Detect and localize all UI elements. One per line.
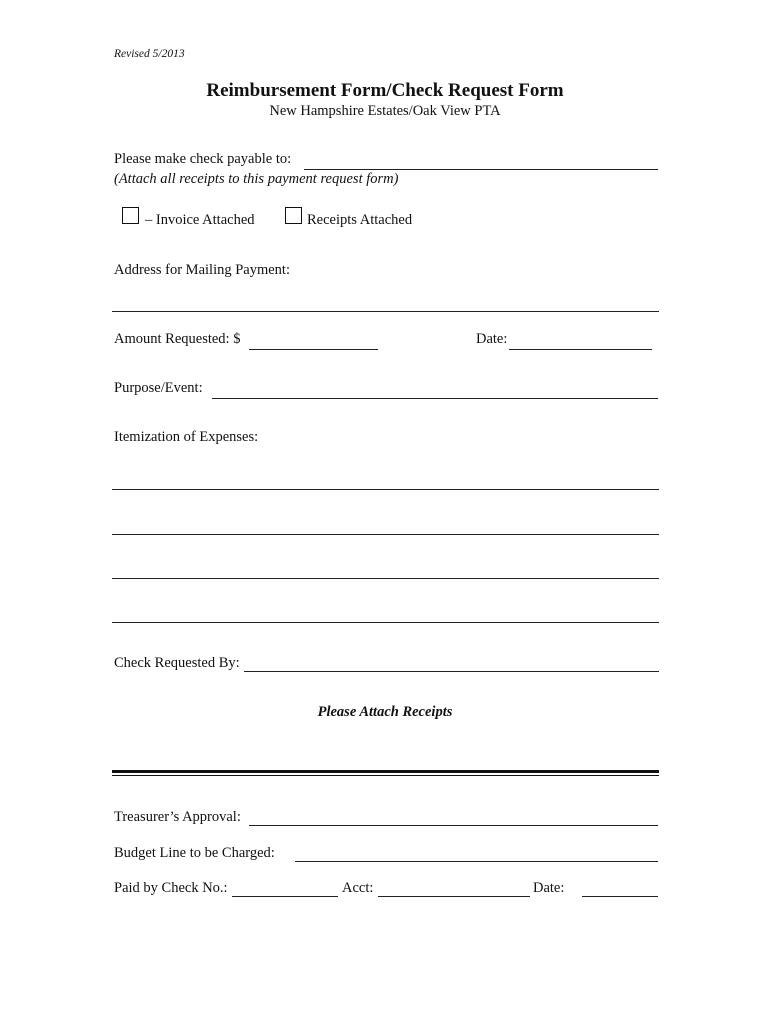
budget-label: Budget Line to be Charged:: [114, 845, 275, 861]
purpose-label: Purpose/Event:: [114, 380, 203, 396]
address-label: Address for Mailing Payment:: [114, 262, 290, 278]
revised-date: Revised 5/2013: [114, 48, 185, 60]
treasurer-field[interactable]: [249, 807, 658, 826]
date-field[interactable]: [509, 331, 652, 350]
requested-by-label: Check Requested By:: [114, 655, 240, 671]
section-divider-thick: [112, 770, 659, 773]
purpose-field[interactable]: [212, 380, 658, 399]
itemization-line-2[interactable]: [112, 516, 659, 535]
invoice-attached-checkbox[interactable]: [122, 207, 139, 224]
date2-field[interactable]: [582, 878, 658, 897]
amount-label: Amount Requested: $: [114, 331, 241, 347]
budget-field[interactable]: [295, 843, 658, 862]
acct-field[interactable]: [378, 878, 530, 897]
paid-check-label: Paid by Check No.:: [114, 880, 228, 896]
acct-label: Acct:: [342, 880, 374, 896]
form-subtitle: New Hampshire Estates/Oak View PTA: [269, 103, 501, 119]
invoice-attached-label: – Invoice Attached: [145, 212, 255, 228]
form-title: Reimbursement Form/Check Request Form: [206, 80, 564, 101]
receipts-attached-checkbox[interactable]: [285, 207, 302, 224]
date-label: Date:: [476, 331, 508, 347]
payable-label: Please make check payable to:: [114, 151, 292, 167]
attach-receipts-note: Please Attach Receipts: [317, 704, 453, 720]
itemization-line-4[interactable]: [112, 604, 659, 623]
itemization-line-3[interactable]: [112, 560, 659, 579]
attach-note: (Attach all receipts to this payment request form): [114, 171, 399, 187]
amount-field[interactable]: [249, 331, 378, 350]
payable-to-field[interactable]: [304, 151, 658, 170]
address-field[interactable]: [112, 293, 659, 312]
date2-label: Date:: [533, 880, 565, 896]
treasurer-label: Treasurer’s Approval:: [114, 809, 241, 825]
itemization-label: Itemization of Expenses:: [114, 429, 259, 445]
section-divider-thin: [112, 775, 659, 776]
check-number-field[interactable]: [232, 878, 338, 897]
itemization-line-1[interactable]: [112, 471, 659, 490]
requested-by-field[interactable]: [244, 653, 659, 672]
receipts-attached-label: Receipts Attached: [307, 212, 413, 228]
